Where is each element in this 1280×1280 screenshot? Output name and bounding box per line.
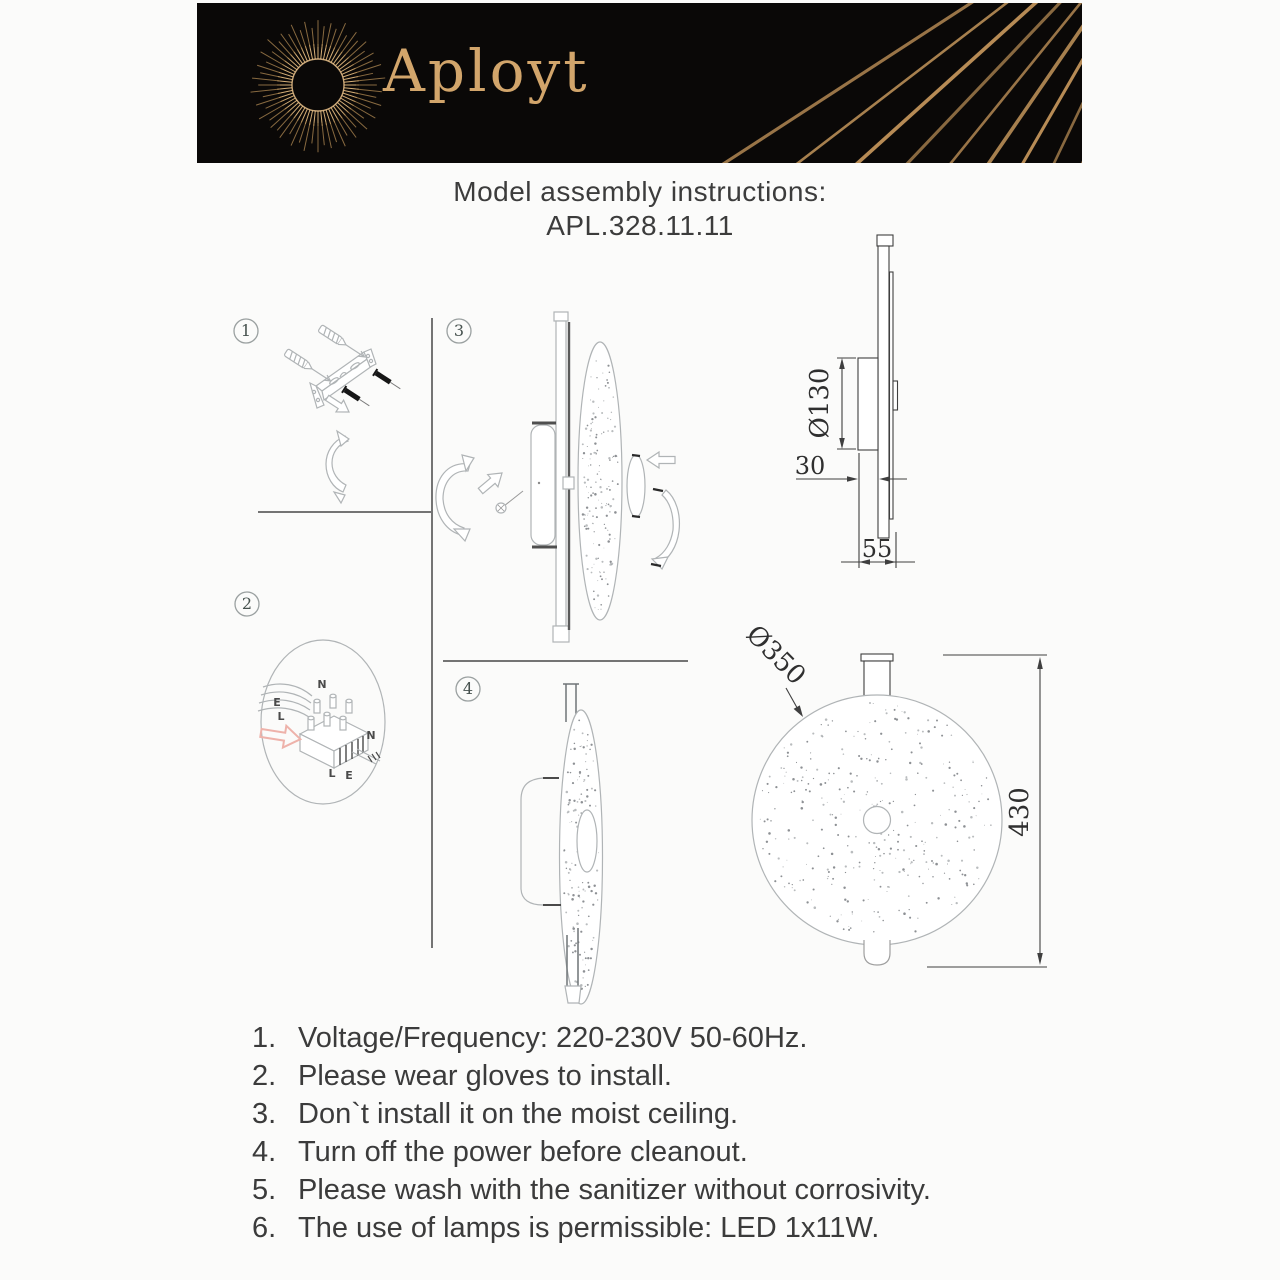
wire-label-l: L — [328, 767, 336, 780]
model-code: APL.328.11.11 — [546, 210, 734, 241]
svg-text:430: 430 — [1005, 787, 1035, 837]
wire-label-e: E — [345, 769, 353, 782]
item-text: Please wear gloves to install. — [298, 1060, 672, 1092]
front-view-drawing — [740, 620, 1047, 967]
terminal-pins — [308, 694, 352, 730]
wire-label-n: N — [317, 678, 327, 691]
item-text: Voltage/Frequency: 220-230V 50-60Hz. — [298, 1022, 808, 1054]
item-text: Turn off the power before cleanout. — [298, 1136, 748, 1168]
item-number: 1. — [252, 1022, 277, 1054]
step-3-badge — [447, 319, 471, 343]
wire-label-e: E — [273, 696, 281, 709]
instruction-item — [252, 1174, 1112, 1212]
rotate-arrow-icon — [326, 431, 349, 503]
direction-arrow-icon — [323, 392, 352, 418]
instruction-item — [252, 1098, 1112, 1136]
item-number: 5. — [252, 1174, 277, 1206]
svg-text:4: 4 — [462, 679, 474, 698]
dim-mount-diameter — [805, 358, 856, 449]
svg-text:55: 55 — [861, 535, 893, 563]
svg-text:1: 1 — [240, 321, 252, 340]
rotate-arrow-icon — [651, 489, 679, 569]
svg-text:2: 2 — [241, 594, 253, 613]
side-view-drawing — [795, 235, 915, 568]
item-number: 2. — [252, 1060, 277, 1092]
instruction-item — [252, 1212, 1112, 1250]
wire-label-l: L — [277, 710, 285, 723]
dim-total-depth — [841, 535, 915, 565]
step4-diagram — [521, 684, 603, 1004]
step1-diagram — [284, 325, 403, 503]
item-text: Don`t install it on the moist ceiling. — [298, 1098, 739, 1130]
doc-title: Model assembly instructions: — [453, 176, 827, 207]
svg-text:Ø130: Ø130 — [805, 367, 835, 439]
dim-shade-diameter — [740, 620, 811, 717]
item-text: Please wash with the sanitizer without corrosivity. — [298, 1174, 931, 1206]
svg-text:3: 3 — [453, 321, 465, 340]
svg-text:Ø350: Ø350 — [739, 619, 812, 692]
item-number: 4. — [252, 1136, 277, 1168]
rotate-arrow-icon — [436, 455, 474, 541]
svg-text:30: 30 — [794, 452, 826, 480]
step-4-badge — [456, 677, 480, 701]
screw-icon — [496, 491, 523, 513]
item-number: 6. — [252, 1212, 277, 1244]
mount-bracket — [521, 778, 561, 905]
step3-diagram — [436, 312, 679, 642]
wire-label-n: N — [366, 729, 376, 742]
direction-arrow-icon — [647, 452, 675, 468]
instruction-list — [252, 1022, 1112, 1250]
direction-arrow-icon — [475, 467, 507, 497]
insert-arrow-icon — [259, 722, 302, 750]
instruction-item — [252, 1060, 1112, 1098]
item-number: 3. — [252, 1098, 277, 1130]
item-text: The use of lamps is permissible: LED 1x11W. — [298, 1212, 880, 1244]
instruction-item — [252, 1136, 1112, 1174]
step-1-badge — [234, 319, 258, 343]
step2-diagram — [258, 640, 385, 804]
step-2-badge — [235, 592, 259, 616]
brand-name: Aployt — [383, 37, 590, 105]
screw-icon — [373, 369, 403, 392]
instruction-item — [252, 1022, 1112, 1060]
